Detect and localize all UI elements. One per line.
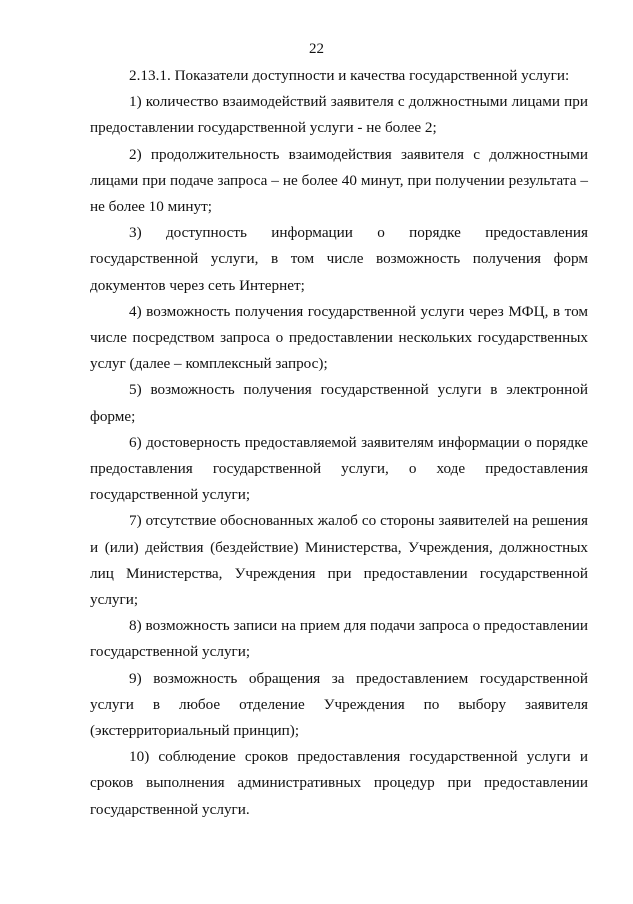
list-item-1: 1) количество взаимодействий заявителя с должностными лицами при предоставлении государственной услуги - не более 2; [90, 93, 588, 137]
list-item-6: 6) достоверность предоставляемой заявителям информации о порядке предоставления государственной услуги, о ходе предоставления государственной услуги; [90, 433, 588, 504]
list-item-5: 5) возможность получения государственной услуги в электронной форме; [90, 381, 588, 425]
list-item-10: 10) соблюдение сроков предоставления государственной услуги и сроков выполнения административных процедур при предоставлении государственной услуги. [90, 748, 588, 818]
list-item-3: 3) доступность информации о порядке предоставления государственной услуги, в том числе возможность получения форм документов через сеть Интернет; [90, 224, 588, 294]
list-item-8: 8) возможность записи на прием для подачи запроса о предоставлении государственной услуги; [90, 617, 588, 661]
list-item-9: 9) возможность обращения за предоставлением государственной услуги в любое отделение Учреждения по выбору заявителя (экстерриториальный принцип); [90, 669, 588, 740]
document-body [90, 63, 588, 823]
page-number: 22 [309, 41, 324, 57]
list-item-4: 4) возможность получения государственной услуги через МФЦ, в том числе посредством запроса о предоставлении нескольких государственных услуг (далее – комплексный запрос); [90, 302, 588, 373]
list-item-2: 2) продолжительность взаимодействия заявителя с должностными лицами при подаче запроса – не более 40 минут, при получении результата – не более 10 минут; [90, 145, 588, 216]
list-item-7: 7) отсутствие обоснованных жалоб со стороны заявителей на решения и (или) действия (бездействие) Министерства, Учреждения, должностных лиц Министерства, Учреждения при предоставлении государственной услуги; [90, 512, 588, 609]
section-heading: 2.13.1. Показатели доступности и качества государственной услуги: [129, 67, 570, 84]
